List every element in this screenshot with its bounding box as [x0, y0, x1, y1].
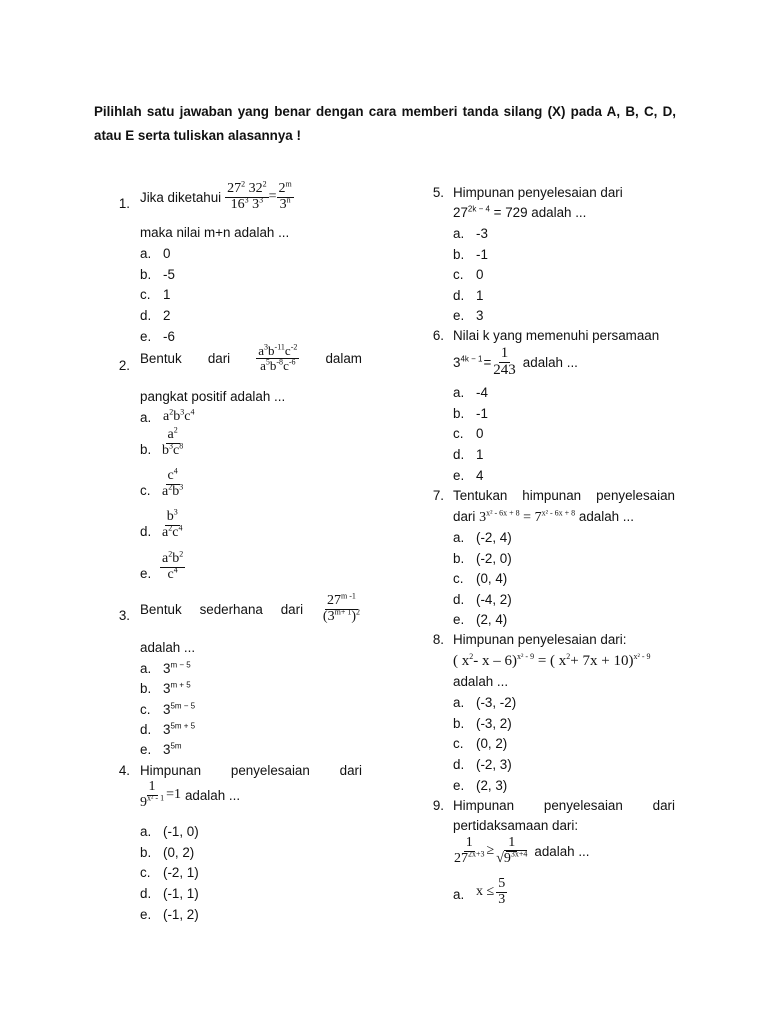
- question-number: 5.: [432, 185, 444, 200]
- option-label[interactable]: b.: [453, 405, 465, 421]
- option-value: (2, 3): [476, 777, 508, 793]
- result-fraction: $\frac{2^m}{3^n}$: [278, 179, 292, 212]
- option-label[interactable]: a.: [140, 824, 152, 839]
- option-label[interactable]: e.: [140, 742, 152, 758]
- option-value: $3^{m + 5}$: [163, 680, 191, 697]
- question-2-stem: Bentuk dari $\frac{a^3b^{-11}c^{-2}}{a^5b^{-8}c^{-6}}$ dalam: [140, 342, 362, 373]
- question-number: 1.: [118, 196, 130, 211]
- option-value: (-3, -2): [476, 695, 517, 710]
- option-value: (-2, 0): [476, 550, 512, 566]
- option-label[interactable]: a.: [140, 246, 152, 261]
- option-value: -1: [476, 405, 488, 421]
- question-text: pangkat positif adalah ...: [140, 389, 286, 404]
- option-value: 1: [476, 447, 484, 463]
- option-label[interactable]: a.: [453, 226, 465, 241]
- question-number: 7.: [432, 488, 444, 503]
- option-label[interactable]: b.: [140, 681, 152, 697]
- option-value: -1: [476, 246, 488, 262]
- option-value: (-2, 4): [476, 530, 512, 545]
- option-value: $3^{5m + 5}$: [163, 721, 196, 737]
- question-number: 9.: [432, 798, 444, 813]
- option-label[interactable]: c.: [140, 701, 151, 717]
- option-value: (0, 2): [476, 736, 508, 752]
- equation: $27^{2k - 4} = 729$ adalah ...: [453, 204, 587, 220]
- option-label[interactable]: d.: [140, 721, 152, 737]
- question-4-stem: Himpunan penyelesaian dari: [140, 763, 362, 778]
- question-number: 8.: [432, 632, 444, 647]
- question-lead: Jika diketahui: [140, 189, 222, 205]
- option-label[interactable]: a.: [453, 887, 465, 902]
- question-7-stem: Tentukan himpunan penyelesaian: [453, 488, 675, 503]
- equation: dari $3^{x^2 - 6x + 8} = 7^{x^2 - 6x + 8}$ adalah ...: [453, 508, 634, 525]
- option-value: $3^{5m - 5}$: [163, 701, 196, 717]
- option-value: 1: [163, 287, 171, 303]
- option-label[interactable]: b.: [140, 442, 152, 457]
- question-text: Nilai k yang memenuhi persamaan: [453, 328, 660, 343]
- expression-fraction: $\frac{a^3b^{-11}c^{-2}}{a^5b^{-8}c^{-6}}$: [258, 342, 298, 373]
- option-value: 1: [476, 287, 484, 303]
- option-label[interactable]: a.: [140, 661, 152, 676]
- option-label[interactable]: d.: [140, 308, 152, 324]
- option-value: (-1, 1): [163, 886, 199, 902]
- option-label[interactable]: a.: [453, 385, 465, 400]
- option-label[interactable]: b.: [453, 715, 465, 731]
- option-value: $3^{m - 5}$: [163, 660, 191, 676]
- option-value: 0: [476, 267, 484, 282]
- option-value: -5: [163, 266, 175, 282]
- question-1-stem: Jika diketahui $\frac{27^2 32^2}{16^3 3^3}$ = $\frac{2^m}{3^n}$: [140, 179, 292, 212]
- option-label[interactable]: e.: [453, 467, 465, 483]
- option-label[interactable]: d.: [140, 886, 152, 902]
- option-value: $\frac{b^3}{a^2c^4}$: [162, 507, 183, 540]
- question-text: Himpunan penyelesaian dari:: [453, 632, 627, 647]
- question-number: 6.: [432, 328, 444, 343]
- equation: $\frac{1}{9^{x^2 - 1}}$ =1 adalah ...: [140, 779, 241, 810]
- option-label[interactable]: c.: [453, 571, 464, 586]
- question-number: 3.: [118, 608, 130, 623]
- option-value: (0, 4): [476, 571, 508, 586]
- question-text: pertidaksamaan dari:: [453, 818, 579, 833]
- question-text: maka nilai m+n adalah ...: [140, 225, 290, 240]
- question-text: adalah ...: [140, 640, 196, 655]
- option-value: -3: [476, 226, 488, 241]
- option-label[interactable]: c.: [140, 287, 151, 303]
- option-value: (-1, 0): [163, 824, 199, 839]
- option-label[interactable]: c.: [453, 426, 464, 442]
- expression-fraction: $\frac{27^{m -1}}{(3^{m+ 1})^2}$: [322, 591, 360, 624]
- option-value: (-1, 2): [163, 906, 199, 922]
- option-value: (2, 4): [476, 612, 508, 627]
- option-value: (-2, 1): [163, 865, 199, 881]
- option-value: 3: [476, 308, 484, 323]
- option-label[interactable]: e.: [453, 612, 465, 627]
- option-label[interactable]: a.: [453, 530, 465, 545]
- option-label[interactable]: d.: [453, 287, 465, 303]
- option-label[interactable]: a.: [453, 695, 465, 710]
- option-label[interactable]: e.: [453, 777, 465, 793]
- option-label[interactable]: c.: [140, 483, 151, 498]
- option-label[interactable]: e.: [140, 328, 152, 344]
- option-label[interactable]: b.: [140, 266, 152, 282]
- option-label[interactable]: b.: [453, 246, 465, 262]
- question-text: Himpunan penyelesaian dari: [453, 185, 623, 200]
- option-value: $\frac{a^2}{b^3c^8}$: [162, 425, 184, 458]
- question-text: adalah ...: [453, 674, 509, 689]
- option-value: $\frac{c^4}{a^2b^3}$: [162, 466, 184, 499]
- option-value: -4: [476, 385, 488, 400]
- question-3-stem: Bentuk sederhana dari $\frac{27^{m -1}}{(3^{m+ 1})^2}$: [140, 591, 360, 624]
- option-label[interactable]: b.: [453, 550, 465, 566]
- question-9-stem: Himpunan penyelesaian dari: [453, 798, 675, 813]
- option-value: 2: [163, 308, 171, 324]
- option-label[interactable]: b.: [140, 844, 152, 860]
- option-label[interactable]: c.: [140, 865, 151, 881]
- option-value: (-3, 2): [476, 715, 512, 731]
- exponent-fraction: $\frac{27^2 32^2}{16^3 3^3}$: [227, 179, 267, 212]
- option-label[interactable]: d.: [453, 447, 465, 463]
- option-value: -6: [163, 328, 175, 344]
- question-number: 4.: [118, 763, 130, 778]
- option-label[interactable]: d.: [140, 524, 152, 539]
- inequality: $\frac{1}{27^{2x+3}}$ ≥ $\frac{1}{√9^{3x+4}}$ adalah ...: [454, 835, 590, 866]
- instruction-text: Pilihlah satu jawaban yang benar dengan cara memberi tanda silang (X) pada A, B, C, D, atau E serta tuliskan alasannya !: [94, 104, 676, 143]
- option-value: $a^2b^3c^4$: [163, 407, 195, 424]
- option-label[interactable]: e.: [140, 906, 152, 922]
- option-label[interactable]: d.: [453, 591, 465, 607]
- option-label[interactable]: a.: [140, 410, 152, 425]
- option-value: 4: [476, 467, 484, 483]
- option-value: 0: [476, 426, 484, 442]
- option-value: $\frac{a^2b^2}{c^4}$: [162, 549, 184, 582]
- equation: $3^{4k - 1}$ = $\frac{1}{243}$ adalah ...: [453, 345, 578, 378]
- option-value: (-2, 3): [476, 757, 512, 773]
- option-label[interactable]: c.: [453, 267, 464, 282]
- option-label[interactable]: e.: [140, 566, 152, 581]
- option-value: x ≤ $\frac{5}{3}$: [476, 876, 506, 907]
- option-value: (-4, 2): [476, 591, 512, 607]
- option-label[interactable]: d.: [453, 757, 465, 773]
- option-value: 0: [163, 246, 171, 261]
- option-label[interactable]: c.: [453, 736, 464, 752]
- option-value: (0, 2): [163, 844, 195, 860]
- question-number: 2.: [118, 358, 130, 373]
- equation: ( $x^2-$ x – 6)$^{x^2 - 9}$ = ( $x^2+ 7x + 10)^{x^2 - 9}$: [453, 652, 651, 669]
- option-label[interactable]: e.: [453, 308, 465, 323]
- option-value: $3^{5m}$: [163, 741, 182, 758]
